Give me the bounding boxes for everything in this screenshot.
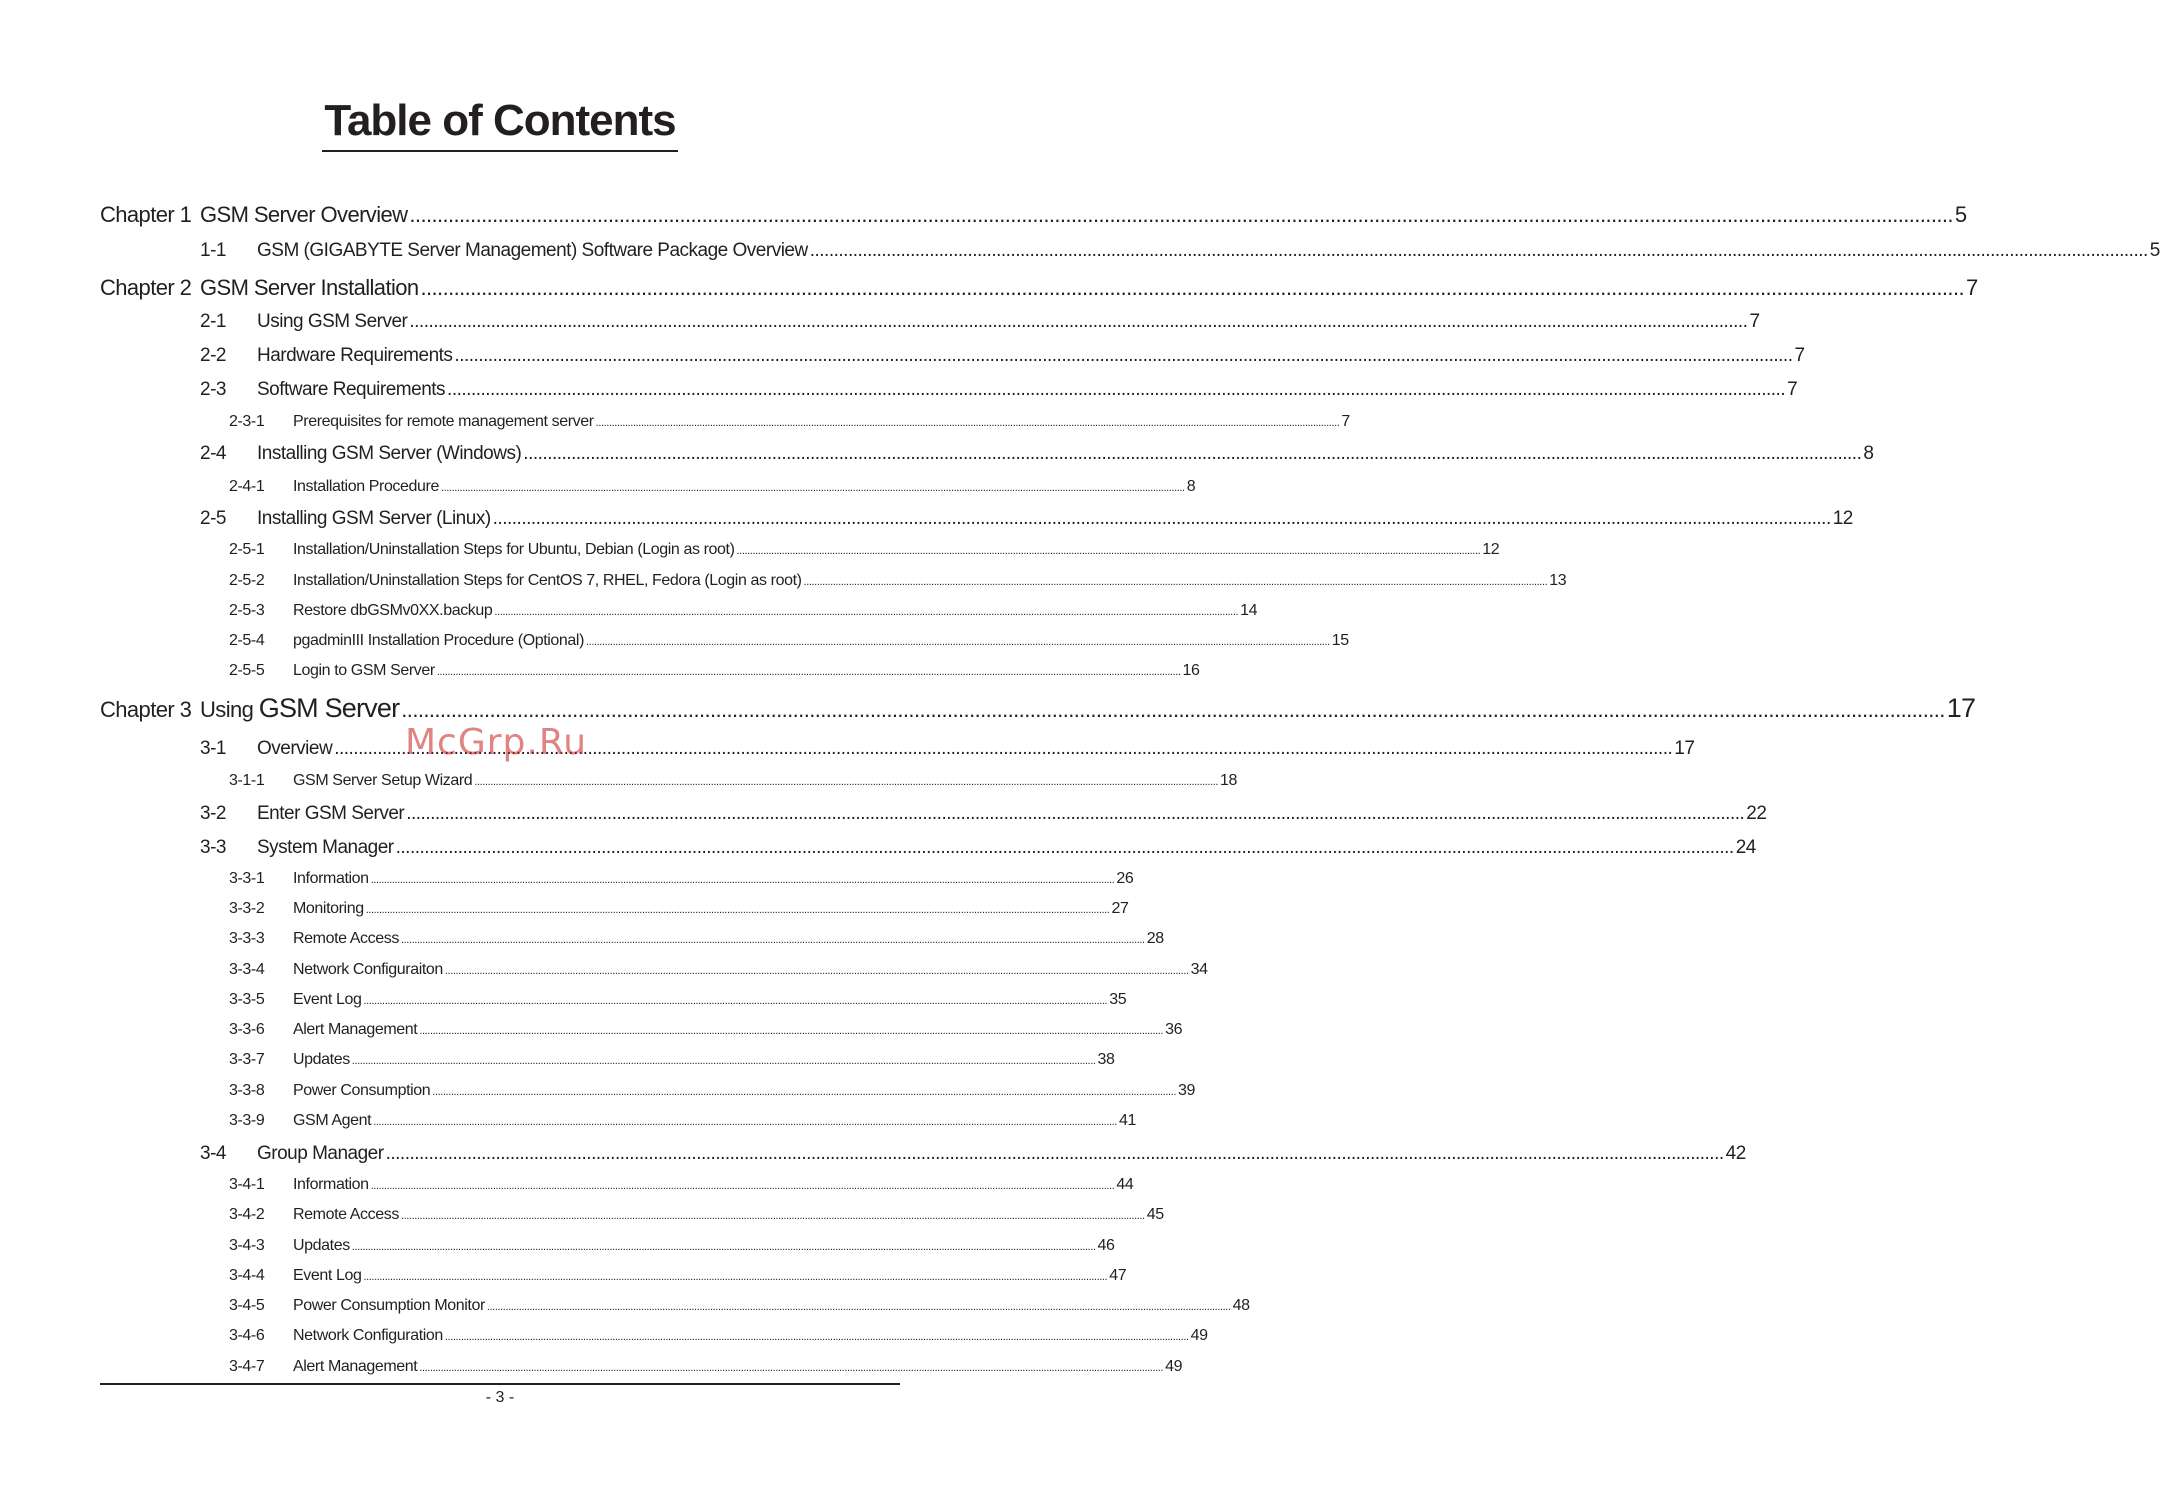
- toc-entry-sub: [100, 541, 1500, 559]
- toc-entry-page: 24: [1735, 837, 1756, 858]
- toc-entry-page: 26: [1116, 870, 1134, 887]
- dot-leader: [487, 1301, 1231, 1313]
- toc-entry-page: 28: [1146, 930, 1164, 947]
- toc-entry-page: 36: [1165, 1021, 1183, 1038]
- toc-entry-page: 38: [1097, 1051, 1115, 1068]
- toc-entry-title: Group Manager: [257, 1143, 384, 1164]
- toc-entry-section: [100, 311, 1760, 333]
- toc-entry-title-prefix: Using: [200, 697, 259, 722]
- toc-entry-title: Overview: [257, 738, 333, 759]
- watermark: McGrp.Ru: [405, 722, 588, 763]
- toc-entry-sub: [100, 1112, 1136, 1130]
- toc-entry-title: GSM Server Overview: [200, 202, 408, 227]
- toc-entry-title: Restore dbGSMv0XX.backup: [293, 602, 493, 619]
- dot-leader: [494, 606, 1238, 618]
- toc-entry-title: Software Requirements: [257, 379, 446, 400]
- toc-entry-page: 7: [1749, 311, 1760, 332]
- dot-leader: [441, 482, 1185, 494]
- toc-entry-title: Remote Access: [293, 1206, 399, 1223]
- toc-entry-page: 7: [1787, 379, 1798, 400]
- dot-leader: [586, 636, 1330, 648]
- dot-leader: [401, 1210, 1145, 1222]
- toc-entry-sub: [100, 870, 1134, 888]
- toc-entry-number: 3-4-4: [229, 1267, 265, 1284]
- dot-leader: [474, 776, 1218, 788]
- dot-leader: [396, 837, 1734, 859]
- footer-rule: [100, 1383, 900, 1385]
- dot-leader: [401, 697, 1944, 723]
- toc-entry-page: 42: [1725, 1143, 1746, 1164]
- toc-entry-number: 3-3-4: [229, 961, 265, 978]
- toc-entry-page: 14: [1240, 602, 1258, 619]
- toc-entry-number: 3-3-1: [229, 870, 265, 887]
- toc-entry-number: 3-3-2: [229, 900, 265, 917]
- toc-entry-title: Prerequisites for remote management server: [293, 413, 594, 430]
- toc-entry-page: 45: [1146, 1206, 1164, 1223]
- toc-entry-page: 39: [1178, 1082, 1196, 1099]
- toc-entry-title: Remote Access: [293, 930, 399, 947]
- toc-entry-title: GSM Agent: [293, 1112, 372, 1129]
- toc-entry-page: 18: [1220, 772, 1238, 789]
- toc-entry-chapter: [100, 275, 1978, 301]
- toc-entry-title: Power Consumption Monitor: [293, 1297, 485, 1314]
- dot-leader: [406, 803, 1744, 825]
- toc-entry-title: pgadminIII Installation Procedure (Optional): [293, 632, 585, 649]
- toc-entry-page: 8: [1186, 478, 1196, 495]
- toc-entry-title: [200, 693, 399, 724]
- dot-leader: [523, 443, 1861, 465]
- toc-entry-sub: [100, 1206, 1164, 1224]
- toc-entry-title: GSM Server Setup Wizard: [293, 772, 473, 789]
- toc-entry-number: 3-3-5: [229, 991, 265, 1008]
- toc-entry-page: 44: [1116, 1176, 1134, 1193]
- toc-entry-sub: [100, 602, 1258, 620]
- toc-entry-title: Alert Management: [293, 1358, 418, 1375]
- toc-entry-sub: [100, 1327, 1208, 1345]
- toc-entry-number: 1-1: [200, 240, 226, 261]
- toc-entry-title: Installing GSM Server (Linux): [257, 508, 491, 529]
- toc-entry-number: 2-5-2: [229, 572, 265, 589]
- toc-entry-sub: [100, 1237, 1115, 1255]
- toc-entry-number: 3-1: [200, 738, 226, 759]
- dot-leader: [409, 202, 1952, 228]
- toc-entry-number: 2-4-1: [229, 478, 265, 495]
- dot-leader: [421, 275, 1964, 301]
- toc-entry-section: [100, 1143, 1746, 1165]
- toc-entry-number: 2-3-1: [229, 413, 265, 430]
- toc-entry-page: 5: [1954, 202, 1967, 227]
- toc-entry-sub: [100, 772, 1238, 790]
- toc-entry-title: Installation/Uninstallation Steps for Ubuntu, Debian (Login as root): [293, 541, 735, 558]
- toc-entry-title: Hardware Requirements: [257, 345, 453, 366]
- toc-entry-section: [100, 508, 1853, 530]
- toc-entry-sub: [100, 991, 1127, 1009]
- toc-entry-page: 17: [1674, 738, 1695, 759]
- toc-entry-title: Enter GSM Server: [257, 803, 405, 824]
- toc-entry-number: 3-4: [200, 1143, 226, 1164]
- toc-entry-sub: [100, 1021, 1183, 1039]
- dot-leader: [371, 1180, 1115, 1192]
- toc-entry-page: 47: [1109, 1267, 1127, 1284]
- toc-entry-title: Updates: [293, 1237, 350, 1254]
- toc-entry-page: 13: [1549, 572, 1567, 589]
- dot-leader: [352, 1241, 1096, 1253]
- dot-leader: [409, 311, 1747, 333]
- toc-entry-page: 35: [1109, 991, 1127, 1008]
- dot-leader: [445, 1331, 1189, 1343]
- toc-entry-number: 3-3-8: [229, 1082, 265, 1099]
- dot-leader: [419, 1362, 1163, 1374]
- toc-entry-page: 49: [1165, 1358, 1183, 1375]
- dot-leader: [445, 965, 1189, 977]
- toc-entry-page: 16: [1182, 662, 1200, 679]
- toc-entry-page: 17: [1946, 693, 1976, 723]
- toc-entry-page: 7: [1341, 413, 1350, 430]
- dot-leader: [419, 1025, 1163, 1037]
- toc-entry-page: 22: [1746, 803, 1767, 824]
- dot-leader: [596, 417, 1340, 429]
- toc-entry-title: Event Log: [293, 991, 362, 1008]
- toc-entry-page: 49: [1190, 1327, 1208, 1344]
- toc-entry-chapter: [100, 202, 1967, 228]
- dot-leader: [493, 508, 1831, 530]
- dot-leader: [810, 240, 2148, 262]
- toc-entry-title: Monitoring: [293, 900, 364, 917]
- toc-entry-page: 34: [1190, 961, 1208, 978]
- dot-leader: [373, 1116, 1117, 1128]
- toc-entry-page: 27: [1111, 900, 1129, 917]
- toc-entry-page: 46: [1097, 1237, 1115, 1254]
- toc-entry-sub: [100, 478, 1196, 496]
- toc-entry-page: 8: [1863, 443, 1874, 464]
- dot-leader: [447, 379, 1785, 401]
- toc-entry-number: 2-5-3: [229, 602, 265, 619]
- toc-entry-title: System Manager: [257, 837, 394, 858]
- toc-entry-sub: [100, 930, 1164, 948]
- toc-entry-number: 2-1: [200, 311, 226, 332]
- toc-entry-title: Network Configuration: [293, 1327, 443, 1344]
- toc-entry-number: Chapter 3: [100, 697, 192, 722]
- toc-entry-number: 3-4-5: [229, 1297, 265, 1314]
- toc-entry-page: 7: [1794, 345, 1805, 366]
- toc-entry-title: Power Consumption: [293, 1082, 431, 1099]
- dot-leader: [386, 1143, 1724, 1165]
- toc-entry-number: 2-4: [200, 443, 226, 464]
- toc-entry-sub: [100, 1176, 1134, 1194]
- toc-entry-sub: [100, 572, 1567, 590]
- dot-leader: [804, 576, 1548, 588]
- page-title: Table of Contents: [0, 96, 1000, 152]
- toc-entry-page: 12: [1482, 541, 1500, 558]
- toc-entry-number: 3-3-3: [229, 930, 265, 947]
- toc-entry-page: 48: [1232, 1297, 1250, 1314]
- toc-entry-title: Network Configuraiton: [293, 961, 443, 978]
- toc-entry-title: Information: [293, 1176, 369, 1193]
- toc-entry-number: Chapter 1: [100, 202, 192, 227]
- toc-entry-number: 3-1-1: [229, 772, 265, 789]
- toc-entry-title: Alert Management: [293, 1021, 418, 1038]
- toc-entry-title: Login to GSM Server: [293, 662, 435, 679]
- toc-entry-section: [100, 379, 1798, 401]
- toc-entry-sub: [100, 1358, 1183, 1376]
- toc-entry-number: 3-4-6: [229, 1327, 265, 1344]
- toc-entry-sub: [100, 1051, 1115, 1069]
- toc-entry-sub: [100, 1267, 1127, 1285]
- toc-entry-number: 2-3: [200, 379, 226, 400]
- toc-entry-title: Installation/Uninstallation Steps for CentOS 7, RHEL, Fedora (Login as root): [293, 572, 802, 589]
- toc-entry-page: 7: [1965, 275, 1978, 300]
- dot-leader: [363, 995, 1107, 1007]
- toc-entry-number: 3-3-7: [229, 1051, 265, 1068]
- toc-entry-number: Chapter 2: [100, 275, 192, 300]
- dot-leader: [737, 545, 1481, 557]
- dot-leader: [371, 874, 1115, 886]
- dot-leader: [401, 934, 1145, 946]
- toc-entry-title: Installing GSM Server (Windows): [257, 443, 522, 464]
- toc-entry-sub: [100, 1082, 1196, 1100]
- toc-entry-sub: [100, 662, 1200, 680]
- toc-entry-title: Information: [293, 870, 369, 887]
- toc-entry-number: 3-4-7: [229, 1358, 265, 1375]
- toc-entry-section: [100, 803, 1767, 825]
- dot-leader: [437, 666, 1181, 678]
- toc-entry-section: [100, 240, 2160, 262]
- toc-entry-page: 41: [1118, 1112, 1136, 1129]
- toc-entry-page: 12: [1832, 508, 1853, 529]
- toc-entry-title: GSM Server Installation: [200, 275, 419, 300]
- dot-leader: [366, 904, 1110, 916]
- dot-leader: [454, 345, 1792, 367]
- toc-entry-page: 5: [2149, 240, 2160, 261]
- toc-entry-sub: [100, 961, 1208, 979]
- toc-entry-page: 15: [1331, 632, 1349, 649]
- toc-entry-title-main: GSM Server: [258, 693, 400, 723]
- toc-entry-sub: [100, 413, 1350, 431]
- toc-entry-number: 3-2: [200, 803, 226, 824]
- toc-entry-sub: [100, 900, 1129, 918]
- toc-entry-section: [100, 837, 1756, 859]
- toc-entry-number: 2-2: [200, 345, 226, 366]
- toc-entry-number: 3-4-1: [229, 1176, 265, 1193]
- toc-entry-number: 3-4-2: [229, 1206, 265, 1223]
- toc-entry-number: 2-5-1: [229, 541, 265, 558]
- toc-entry-sub: [100, 1297, 1250, 1315]
- toc-entry-title: Event Log: [293, 1267, 362, 1284]
- toc-entry-section: [100, 345, 1805, 367]
- toc-entry-number: 2-5-4: [229, 632, 265, 649]
- toc-entry-title: Installation Procedure: [293, 478, 439, 495]
- toc-entry-number: 3-3: [200, 837, 226, 858]
- dot-leader: [432, 1086, 1176, 1098]
- toc-entry-number: 3-4-3: [229, 1237, 265, 1254]
- toc-entry-section: [100, 443, 1874, 465]
- toc-entry-title: GSM (GIGABYTE Server Management) Software Package Overview: [257, 240, 808, 261]
- toc-entry-title: Updates: [293, 1051, 350, 1068]
- toc-entry-number: 2-5-5: [229, 662, 265, 679]
- toc-entry-number: 3-3-9: [229, 1112, 265, 1129]
- toc-entry-chapter: [100, 693, 1976, 724]
- toc-entry-number: 2-5: [200, 508, 226, 529]
- toc-entry-sub: [100, 632, 1349, 650]
- page-number: - 3 -: [485, 1389, 515, 1406]
- dot-leader: [363, 1271, 1107, 1283]
- toc-entry-number: 3-3-6: [229, 1021, 265, 1038]
- dot-leader: [352, 1055, 1096, 1067]
- toc-entry-title: Using GSM Server: [257, 311, 408, 332]
